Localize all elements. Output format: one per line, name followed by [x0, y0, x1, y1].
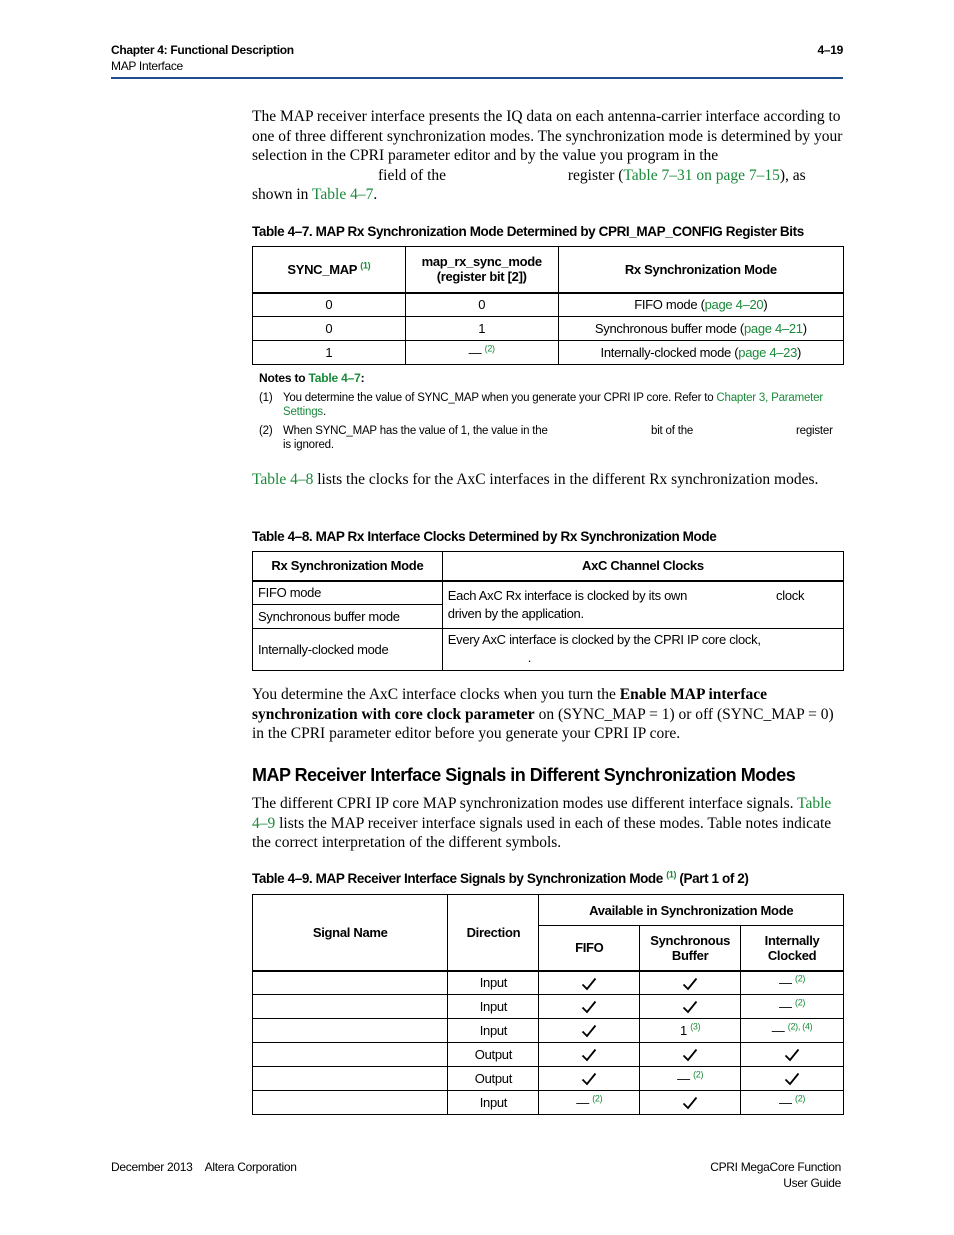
- signal-name-cell: [253, 1019, 448, 1043]
- paragraph-signals-intro: The different CPRI IP core MAP synchronization modes use different interface signals. Table 4–9 lists the MAP receiver interface signals used in each of these modes. Table notes indicate the correct interpretation of the different symbols.: [252, 795, 832, 851]
- signal-name-cell: [253, 995, 448, 1019]
- header-section: MAP Interface: [111, 59, 183, 73]
- checkmark-icon: [581, 977, 597, 991]
- table-row: Output — $^{(2)}$: [253, 1067, 844, 1091]
- header-chapter: Chapter 4: Functional Description: [111, 43, 294, 57]
- header-rule: [111, 77, 843, 79]
- table-4-9-caption: Table 4–9. MAP Receiver Interface Signals by Synchronization Mode $^{(1)}$ (Part 1 of 2): [252, 869, 749, 886]
- link-page-4-21[interactable]: page 4–21: [743, 321, 803, 336]
- col-header-sync-map: SYNC_MAP $^{(1)}$: [253, 247, 406, 293]
- paragraph-table-4-8-intro: Table 4–8 lists the clocks for the AxC interfaces in the different Rx synchronization modes.: [252, 471, 819, 488]
- signal-name-cell: [253, 971, 448, 995]
- col-header-rx-mode: Rx Synchronization Mode: [253, 552, 443, 581]
- link-page-4-20[interactable]: page 4–20: [704, 297, 764, 313]
- signal-name-cell: [253, 1043, 448, 1067]
- table-4-7: [252, 246, 844, 365]
- signal-name-cell: [253, 1091, 448, 1115]
- link-chapter-3[interactable]: Chapter 3, Parameter: [716, 392, 824, 404]
- checkmark-icon: [784, 1048, 800, 1062]
- col-header-rx-sync-mode: Rx Synchronization Mode: [558, 247, 843, 293]
- section-heading: MAP Receiver Interface Signals in Different Synchronization Modes: [252, 765, 796, 785]
- checkmark-icon: [682, 1048, 698, 1062]
- col-header-map-rx-sync-mode: map_rx_sync_mode (register bit [2]): [405, 247, 558, 293]
- note-2-text-d: is ignored.: [283, 439, 334, 451]
- checkmark-icon: [581, 1000, 597, 1014]
- link-table-4-9[interactable]: Table 4–9: [252, 795, 832, 832]
- table-row: Synchronous buffer mode: [253, 605, 844, 629]
- table-4-9: [252, 894, 844, 1115]
- col-header-signal-name: Signal Name: [253, 895, 448, 971]
- note-1-num: (1): [259, 392, 273, 404]
- col-header-axc-clocks: AxC Channel Clocks: [442, 552, 843, 581]
- link-settings[interactable]: Settings: [283, 406, 323, 418]
- footer-doc-title: CPRI MegaCore Function: [710, 1160, 841, 1174]
- table-4-8-caption: Table 4–8. MAP Rx Interface Clocks Determined by Rx Synchronization Mode: [252, 529, 717, 544]
- table-row: Internally-clocked mode Every AxC interface is clocked by the CPRI IP core clock, .: [253, 629, 844, 671]
- col-header-direction: Direction: [448, 895, 539, 971]
- link-table-4-7[interactable]: Table 4–7: [312, 186, 374, 203]
- link-page-7-15[interactable]: page 7–15: [715, 166, 780, 184]
- note-2-text-a: When SYNC_MAP has the value of 1, the value in the: [283, 425, 548, 437]
- col-header-int-clocked: Internally Clocked: [741, 926, 844, 971]
- intro-paragraph: The MAP receiver interface presents the IQ data on each antenna-carrier interface according to one of three different synchronization modes. The synchronization mode is determined by your selection in the CPRI parameter editor and by the value you program in the field of the register (Table 7–31 on page 7–15), as shown in Table 4–7.: [252, 108, 843, 203]
- link-table-4-8[interactable]: Table 4–8: [252, 471, 314, 488]
- page-number: 4–19: [817, 43, 843, 57]
- table-row: Output: [253, 1043, 844, 1067]
- footer-doc-subtitle: User Guide: [783, 1176, 841, 1190]
- table-row: 0 1 Synchronous buffer mode (page 4–21): [253, 317, 844, 341]
- link-notes-table-4-7[interactable]: Table 4–7: [308, 371, 361, 385]
- checkmark-icon: [581, 1048, 597, 1062]
- checkmark-icon: [682, 1096, 698, 1110]
- note-2-text-c: register: [796, 425, 833, 437]
- checkmark-icon: [682, 1000, 698, 1014]
- table-row: Input — $^{(2)}$: [253, 995, 844, 1019]
- link-page-4-23[interactable]: page 4–23: [738, 345, 798, 360]
- signal-name-cell: [253, 1067, 448, 1091]
- note-2-text-b: bit of the: [651, 425, 694, 437]
- table-row: Input — $^{(2)}$: [253, 971, 844, 995]
- table-row: 0 0 FIFO mode (page 4–20): [253, 293, 844, 317]
- table-row: 1 — $^{(2)}$ Internally-clocked mode (page 4–23): [253, 341, 844, 365]
- col-header-fifo: FIFO: [539, 926, 640, 971]
- footer-date: December 2013 Altera Corporation: [111, 1160, 297, 1174]
- col-header-available: Available in Synchronization Mode: [539, 895, 844, 926]
- paragraph-axc-clocks: You determine the AxC interface clocks when you turn the Enable MAP interface synchronization with core clock parameter on (SYNC_MAP = 1) or off (SYNC_MAP = 0) in the CPRI parameter editor before you generate your CPRI IP core.: [252, 686, 834, 742]
- table-row: FIFO mode Each AxC Rx interface is clocked by its own clock driven by the application.: [253, 581, 844, 605]
- table-row: Input — $^{(2)}$ — $^{(2)}$: [253, 1091, 844, 1115]
- checkmark-icon: [581, 1072, 597, 1086]
- checkmark-icon: [784, 1072, 800, 1086]
- note-1-text: You determine the value of SYNC_MAP when you generate your CPRI IP core. Refer to Chapter 3, Parameter Settings.: [283, 392, 824, 418]
- table-4-7-caption: Table 4–7. MAP Rx Synchronization Mode Determined by CPRI_MAP_CONFIG Register Bits: [252, 224, 804, 239]
- link-table-7-31[interactable]: Table 7–31 on: [623, 166, 712, 184]
- table-4-8: [252, 551, 844, 671]
- checkmark-icon: [682, 977, 698, 991]
- col-header-sync-buffer: Synchronous Buffer: [640, 926, 741, 971]
- table-row: Input 1 $^{(3)}$ — $^{(2), (4)}$: [253, 1019, 844, 1043]
- checkmark-icon: [581, 1024, 597, 1038]
- note-2-num: (2): [259, 425, 273, 437]
- notes-title: Notes to Table 4–7:: [259, 371, 365, 385]
